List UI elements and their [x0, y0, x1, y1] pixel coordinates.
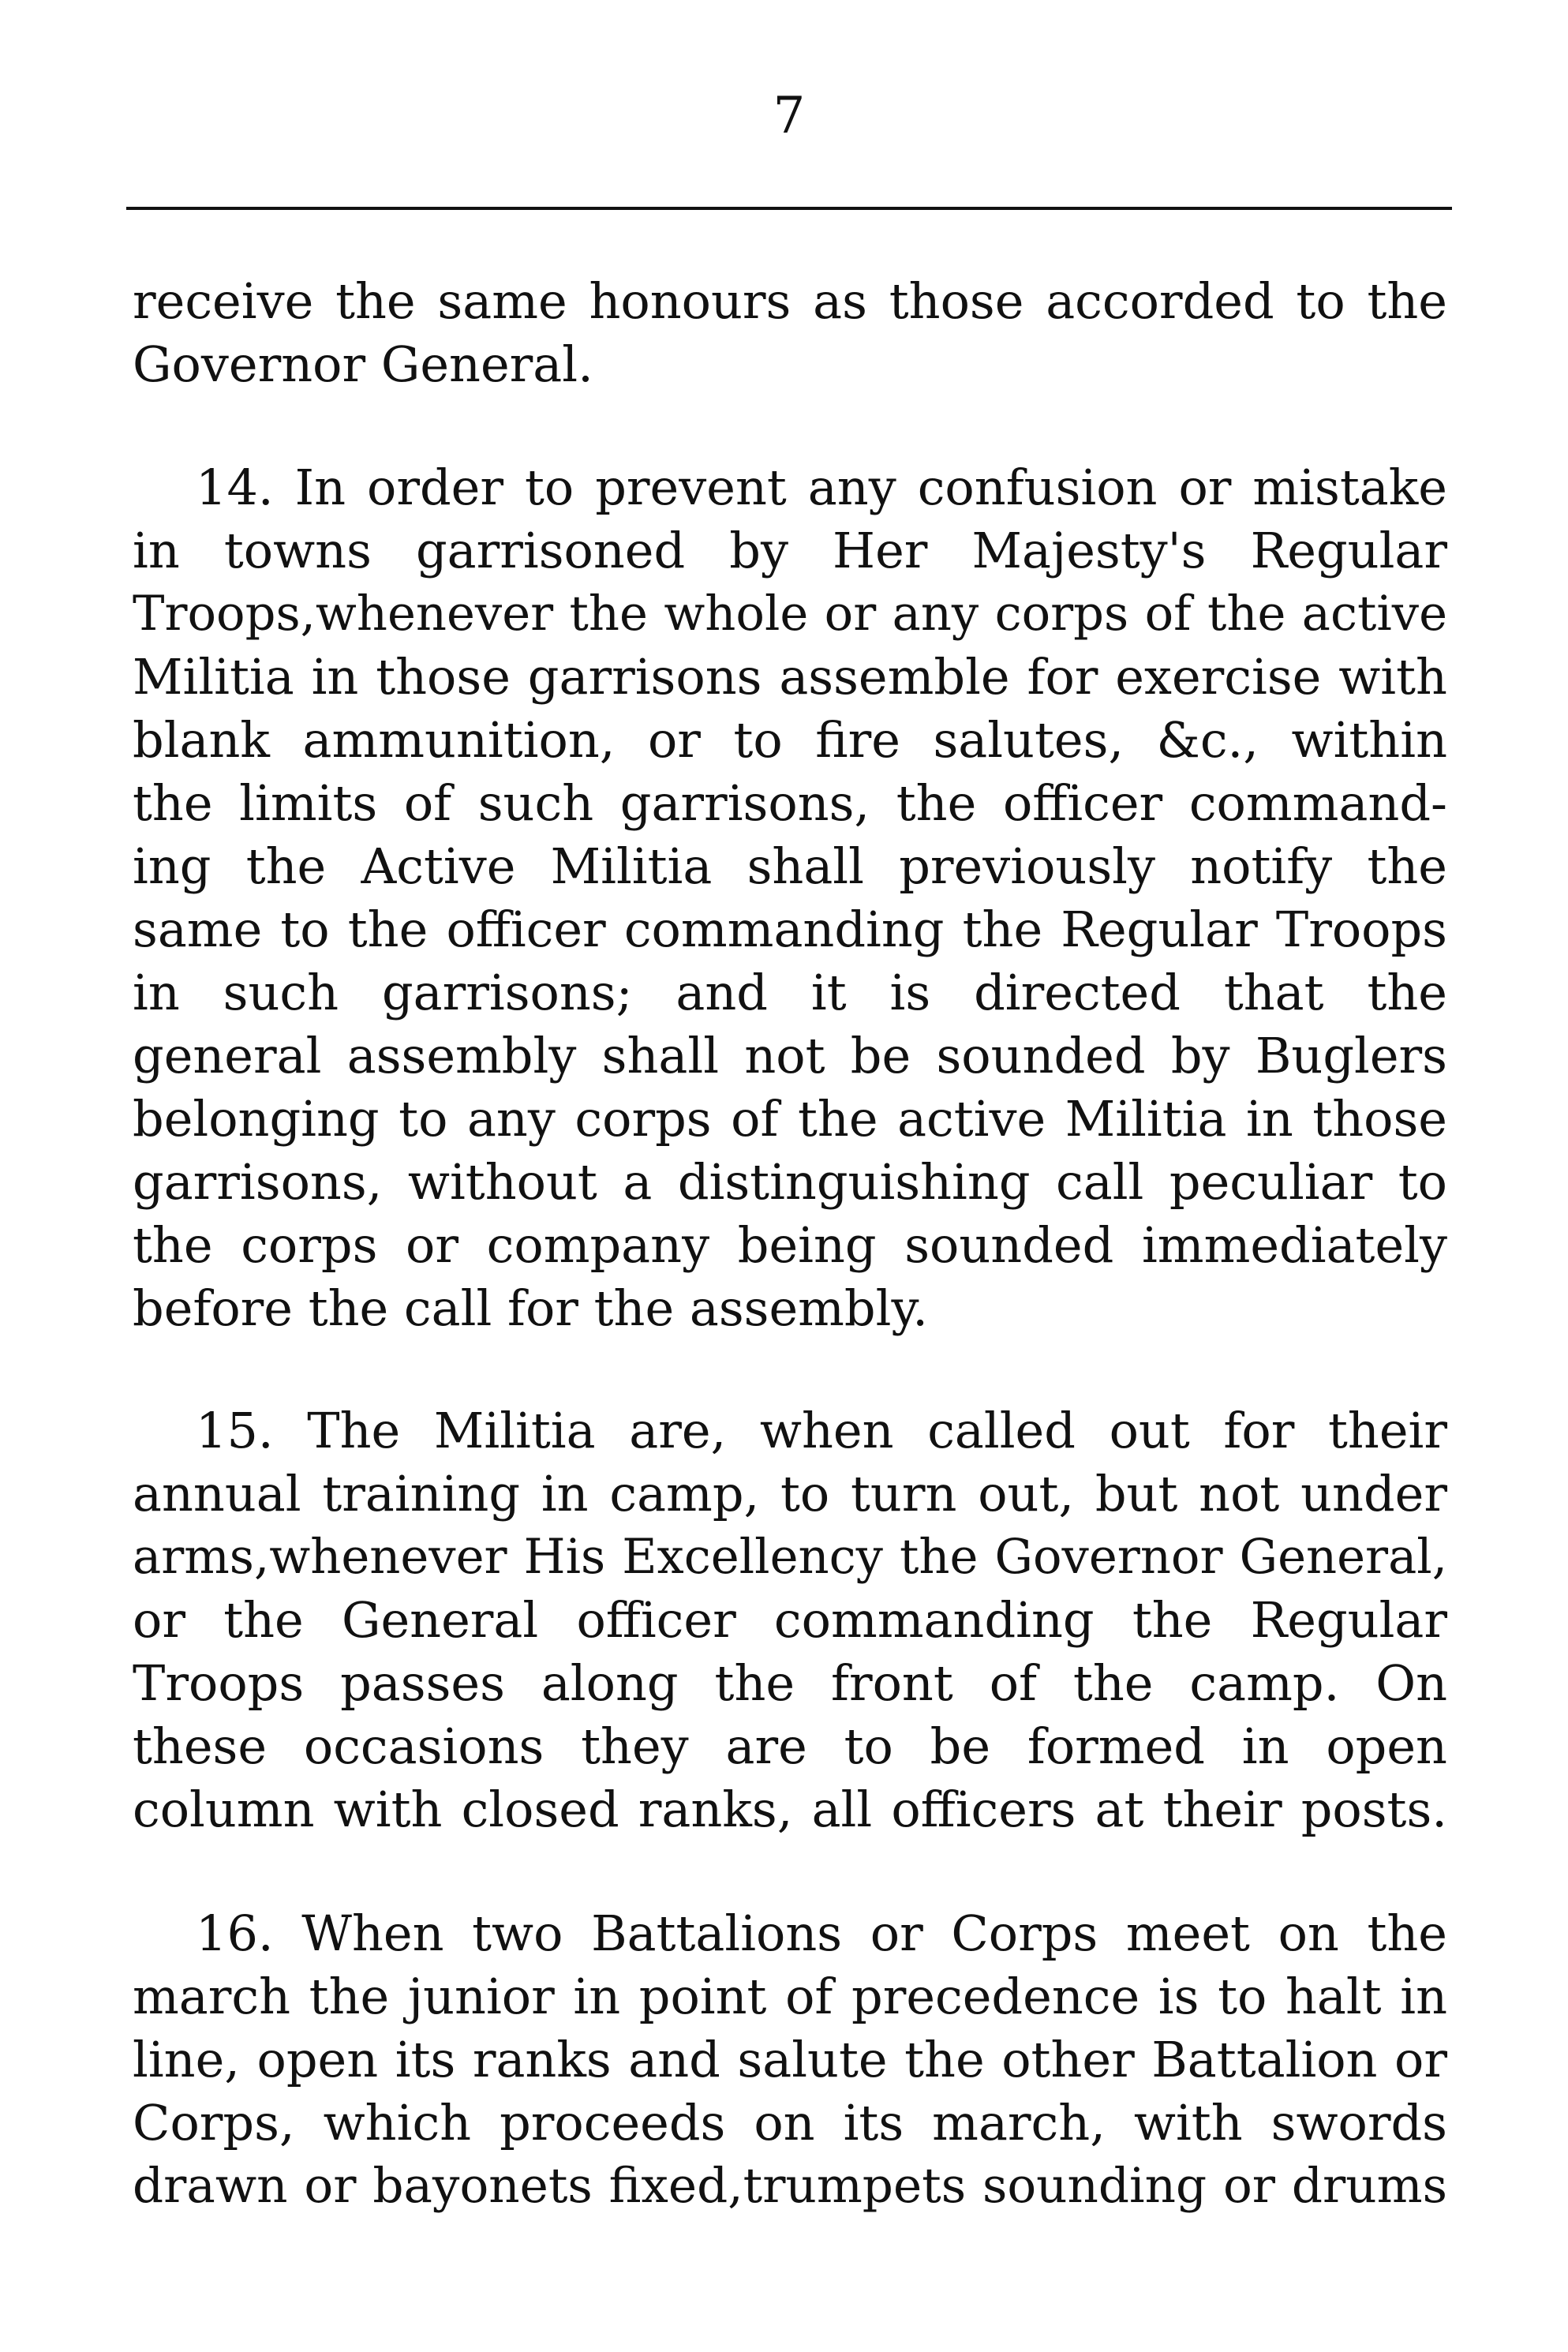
paragraph-14-line: ing the Active Militia shall previously notify the [133, 837, 1447, 895]
paragraph-14-line: garrisons, without a distinguishing call peculiar to [133, 1153, 1447, 1211]
paragraph-15-line: or the General officer commanding the Regular [133, 1591, 1447, 1649]
paragraph-14-line: same to the officer commanding the Regular Troops [133, 901, 1447, 958]
header-rule [126, 207, 1452, 210]
paragraph-15-line: these occasions they are to be formed in open [133, 1717, 1447, 1775]
paragraph-16-line: Corps, which proceeds on its march, with swords [133, 2094, 1447, 2152]
text-line: Governor General. [133, 335, 593, 393]
paragraph-14-line: the corps or company being sounded immediately [133, 1216, 1447, 1274]
paragraph-14-line: in such garrisons; and it is directed that the [133, 964, 1447, 1021]
paragraph-14-line: 14. In order to prevent any confusion or mistake [196, 459, 1447, 516]
paragraph-14-line: Militia in those garrisons assemble for exercise with [133, 648, 1447, 706]
paragraph-15-line: 15. The Militia are, when called out for their [196, 1402, 1447, 1459]
paragraph-14-line: belonging to any corps of the active Militia in those [133, 1090, 1447, 1148]
paragraph-14-line: the limits of such garrisons, the officer command- [133, 774, 1447, 832]
paragraph-14-line: blank ammunition, or to fire salutes, &c., within [133, 711, 1447, 769]
paragraph-15-line: Troops passes along the front of the camp. On [133, 1654, 1447, 1712]
paragraph-14-line: Troops,whenever the whole or any corps of the active [133, 586, 1447, 642]
paragraph-15-line: arms,whenever His Excellency the Governor General, [133, 1530, 1447, 1585]
paragraph-16-line: line, open its ranks and salute the other Battalion or [133, 2031, 1447, 2088]
paragraph-14-line: before the call for the assembly. [133, 1279, 928, 1337]
page-number: 7 [773, 87, 806, 145]
text-line: receive the same honours as those accorded to the [133, 272, 1447, 330]
paragraph-14-line: general assembly shall not be sounded by Buglers [133, 1027, 1447, 1084]
paragraph-16-line: drawn or bayonets fixed,trumpets sounding or drums [133, 2158, 1447, 2214]
paragraph-15-line: column with closed ranks, all officers at their posts. [133, 1781, 1447, 1838]
paragraph-15-line: annual training in camp, to turn out, but not under [133, 1465, 1447, 1522]
paragraph-16-line: march the junior in point of precedence is to halt in [133, 1968, 1447, 2025]
paragraph-16-line: 16. When two Battalions or Corps meet on the [196, 1904, 1447, 1962]
paragraph-14-line: in towns garrisoned by Her Majesty's Regular [133, 522, 1447, 579]
